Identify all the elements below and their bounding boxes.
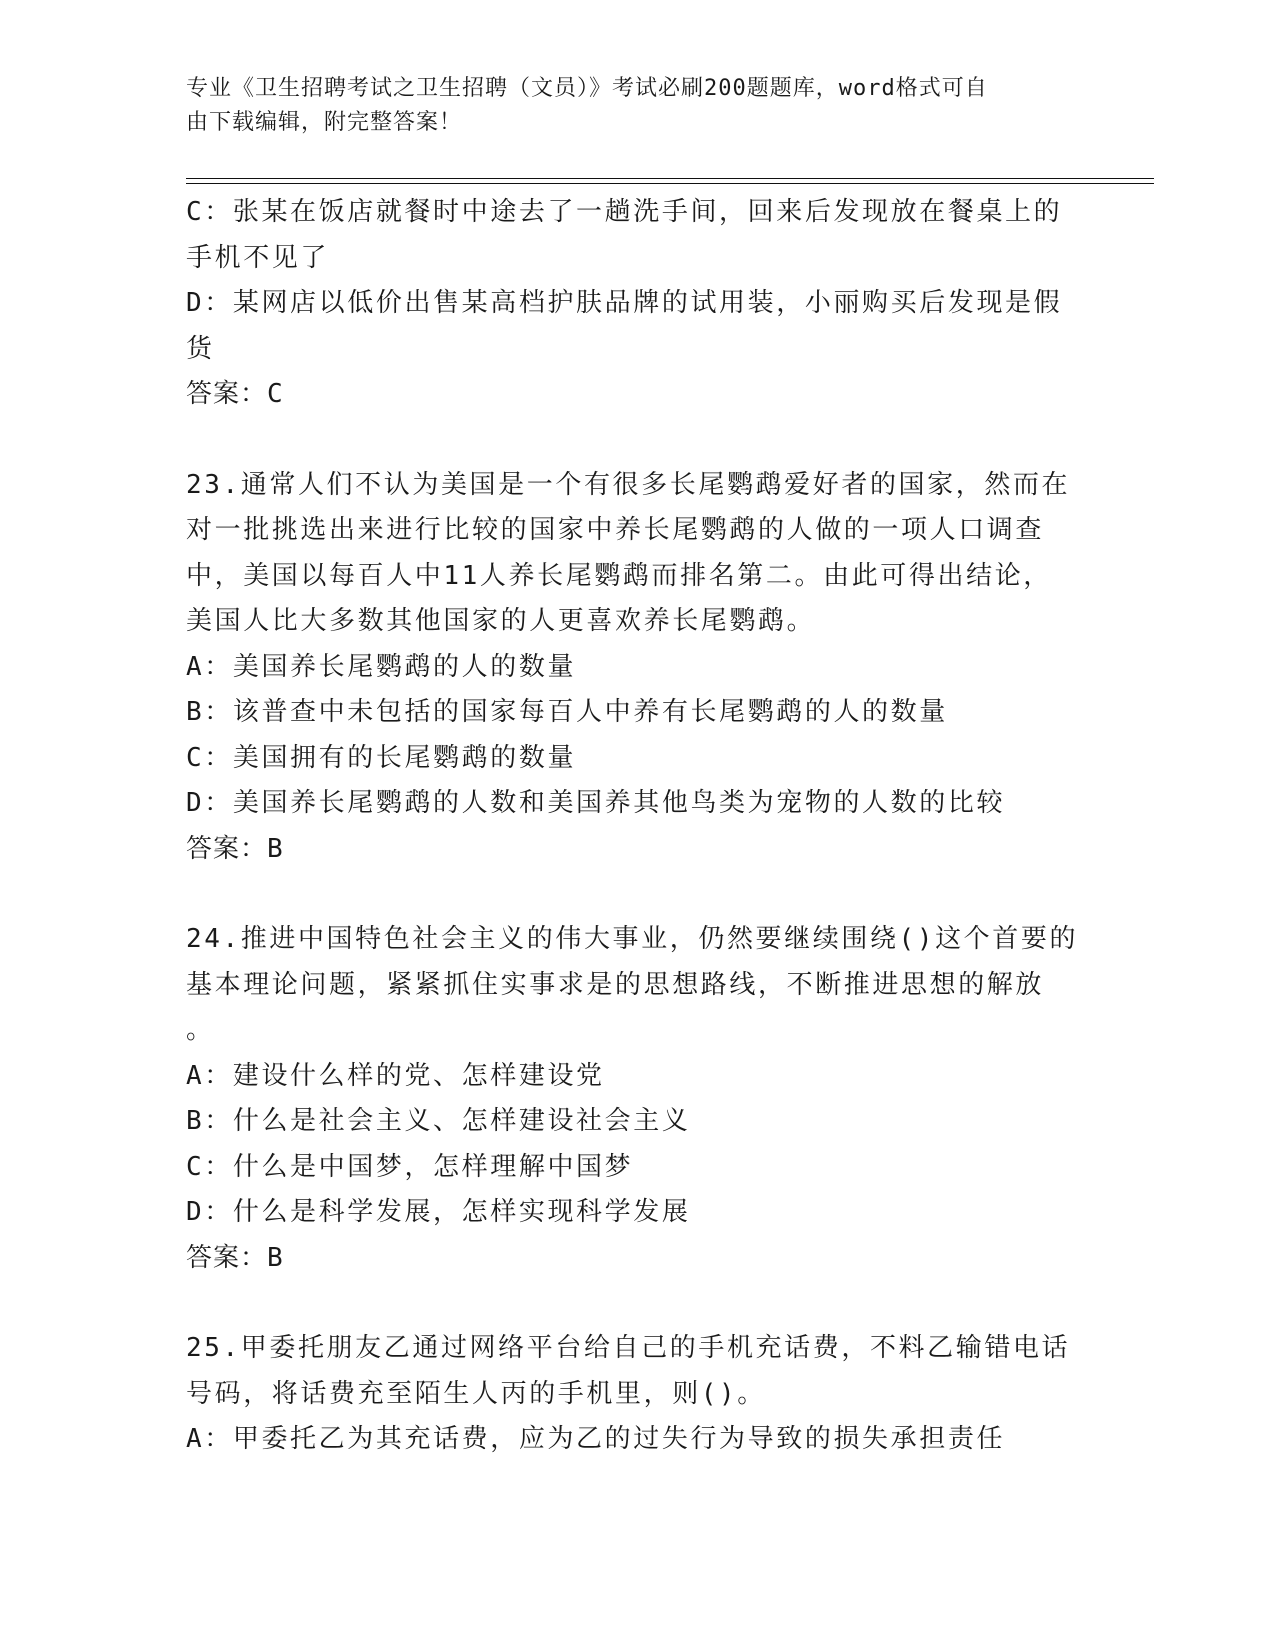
question-text-line-1: 24.推进中国特色社会主义的伟大事业，仍然要继续围绕()这个首要的 xyxy=(186,924,1079,954)
answer: 答案：B xyxy=(186,1242,284,1273)
option-c: C：什么是中国梦，怎样理解中国梦 xyxy=(186,1151,634,1182)
option-c-line-2: 手机不见了 xyxy=(186,242,330,273)
option-c-line-1: C：张某在饭店就餐时中途去了一趟洗手间，回来后发现放在餐桌上的 xyxy=(186,197,1063,227)
question-text-line-3: 。 xyxy=(186,1015,215,1045)
option-b: B：该普查中未包括的国家每百人中养有长尾鹦鹉的人的数量 xyxy=(186,697,948,727)
question-text-line-4: 美国人比大多数其他国家的人更喜欢养长尾鹦鹉。 xyxy=(186,606,816,636)
spacer xyxy=(186,1281,1086,1326)
question-text-line-1: 25.甲委托朋友乙通过网络平台给自己的手机充话费，不料乙输错电话 xyxy=(186,1333,1071,1363)
question-list xyxy=(186,190,1086,1463)
option-a: A：建设什么样的党、怎样建设党 xyxy=(186,1060,605,1091)
option-b: B：什么是社会主义、怎样建设社会主义 xyxy=(186,1106,691,1136)
header-line-2: 由下载编辑，附完整答案！ xyxy=(186,110,463,135)
option-a: A：美国养长尾鹦鹉的人的数量 xyxy=(186,651,577,682)
header-divider-bottom xyxy=(186,183,1154,184)
document-header xyxy=(186,72,1086,140)
option-d: D：美国养长尾鹦鹉的人数和美国养其他鸟类为宠物的人数的比较 xyxy=(186,788,1006,818)
header-divider-top xyxy=(186,178,1154,179)
question-text-line-2: 基本理论问题，紧紧抓住实事求是的思想路线，不断推进思想的解放 xyxy=(186,969,1045,1000)
answer: 答案：C xyxy=(186,379,284,409)
answer: 答案：B xyxy=(186,833,284,864)
header-line-1: 专业《卫生招聘考试之卫生招聘（文员）》考试必刷200题题库，word格式可自 xyxy=(186,76,988,101)
option-d: D：什么是科学发展，怎样实现科学发展 xyxy=(186,1197,691,1227)
question-22-tail xyxy=(186,190,1086,418)
option-d-line-1: D：某网店以低价出售某高档护肤品牌的试用装，小丽购买后发现是假 xyxy=(186,288,1063,318)
spacer xyxy=(186,872,1086,917)
question-25 xyxy=(186,1326,1086,1463)
question-text-line-2: 号码，将话费充至陌生人丙的手机里，则()。 xyxy=(186,1378,766,1409)
question-23 xyxy=(186,463,1086,873)
option-a: A：甲委托乙为其充话费，应为乙的过失行为导致的损失承担责任 xyxy=(186,1424,1006,1454)
option-d-line-2: 货 xyxy=(186,333,215,364)
question-text-line-3: 中，美国以每百人中11人养长尾鹦鹉而排名第二。由此可得出结论， xyxy=(186,560,1052,591)
spacer xyxy=(186,418,1086,463)
question-text-line-2: 对一批挑选出来进行比较的国家中养长尾鹦鹉的人做的一项人口调查 xyxy=(186,515,1045,545)
question-24 xyxy=(186,917,1086,1281)
option-c: C：美国拥有的长尾鹦鹉的数量 xyxy=(186,742,577,773)
question-text-line-1: 23.通常人们不认为美国是一个有很多长尾鹦鹉爱好者的国家，然而在 xyxy=(186,469,1071,500)
